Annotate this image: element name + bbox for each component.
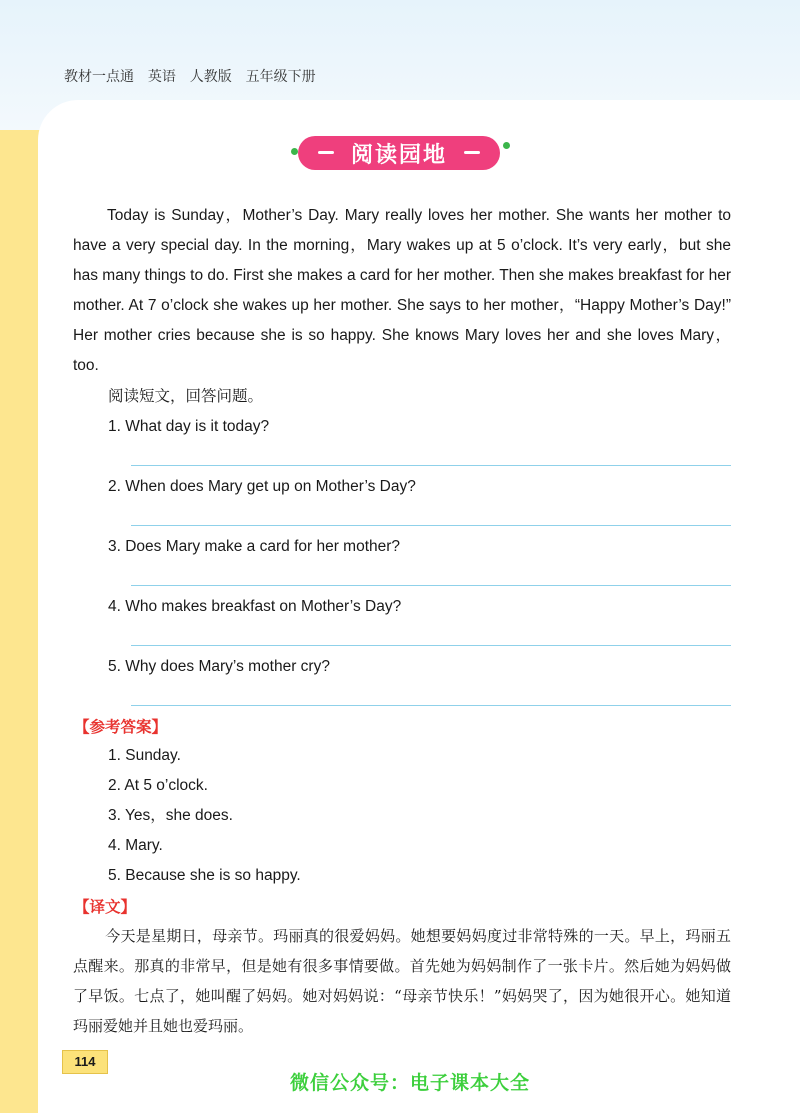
answer-line[interactable]	[131, 465, 731, 466]
answer-item: 3. Yes，she does.	[108, 807, 233, 824]
question: 3. Does Mary make a card for her mother?	[108, 538, 401, 555]
answers-label: 【参考答案】	[74, 719, 168, 736]
decor-dot-green	[503, 142, 510, 149]
translation-text: 今天是星期日，母亲节。玛丽真的很爱妈妈。她想要妈妈度过非常特殊的一天。早上，玛丽五点醒来。那真的非常早，但是她有很多事情要做。首先她为妈妈制作了一张卡片。然后她为妈妈做了早饭。七点了，她叫醒了妈妈。她对妈妈说：“母亲节快乐！”妈妈哭了，因为她很开心。她知道玛丽爱她并且她也爱玛丽。	[73, 927, 731, 1035]
decor-dot-green	[291, 148, 298, 155]
page-number: 114	[62, 1050, 108, 1074]
book-header	[64, 66, 326, 86]
answer-item: 5. Because she is so happy.	[108, 867, 301, 884]
answer-item: 4. Mary.	[108, 837, 163, 854]
passage-text: Today is Sunday，Mother’s Day. Mary really loves her mother. She wants her mother to have a very special day. In the morning，Mary wakes up at 5 o’clock. It’s very early，but she has many things to do. First she makes a card for her mother. Then she makes breakfast for her mother. At 7 o’clock she wakes up her mother. She says to her mother，“Happy Mother’s Day!” Her mother cries because she is so happy. She knows Mary loves her and she loves Mary，too.	[73, 207, 731, 374]
answer-item: 2. At 5 o’clock.	[108, 777, 208, 794]
header-grade: 五年级下册	[245, 68, 316, 84]
question: 1. What day is it today?	[108, 418, 270, 435]
answer-item: 1. Sunday.	[108, 747, 181, 764]
header-series: 教材一点通	[64, 68, 134, 84]
question: 2. When does Mary get up on Mother’s Day?	[108, 478, 416, 495]
question: 5. Why does Mary’s mother cry?	[108, 658, 330, 675]
answer-line[interactable]	[131, 705, 731, 706]
question: 4. Who makes breakfast on Mother’s Day?	[108, 598, 402, 615]
header-subject: 英语	[147, 68, 176, 84]
banner-dash-icon	[464, 151, 480, 154]
translation-label: 【译文】	[74, 899, 137, 916]
answer-line[interactable]	[131, 585, 731, 586]
banner-title: 阅读园地	[350, 141, 447, 167]
banner-dash-icon	[318, 151, 334, 154]
watermark-text: 微信公众号：电子课本大全	[290, 1073, 531, 1094]
instruction-text: 阅读短文，回答问题。	[108, 388, 264, 405]
answer-line[interactable]	[131, 645, 731, 646]
section-banner	[298, 136, 500, 170]
translation-paragraph	[73, 921, 731, 1041]
reading-passage	[73, 201, 731, 381]
answer-line[interactable]	[131, 525, 731, 526]
header-edition: 人教版	[189, 68, 232, 84]
